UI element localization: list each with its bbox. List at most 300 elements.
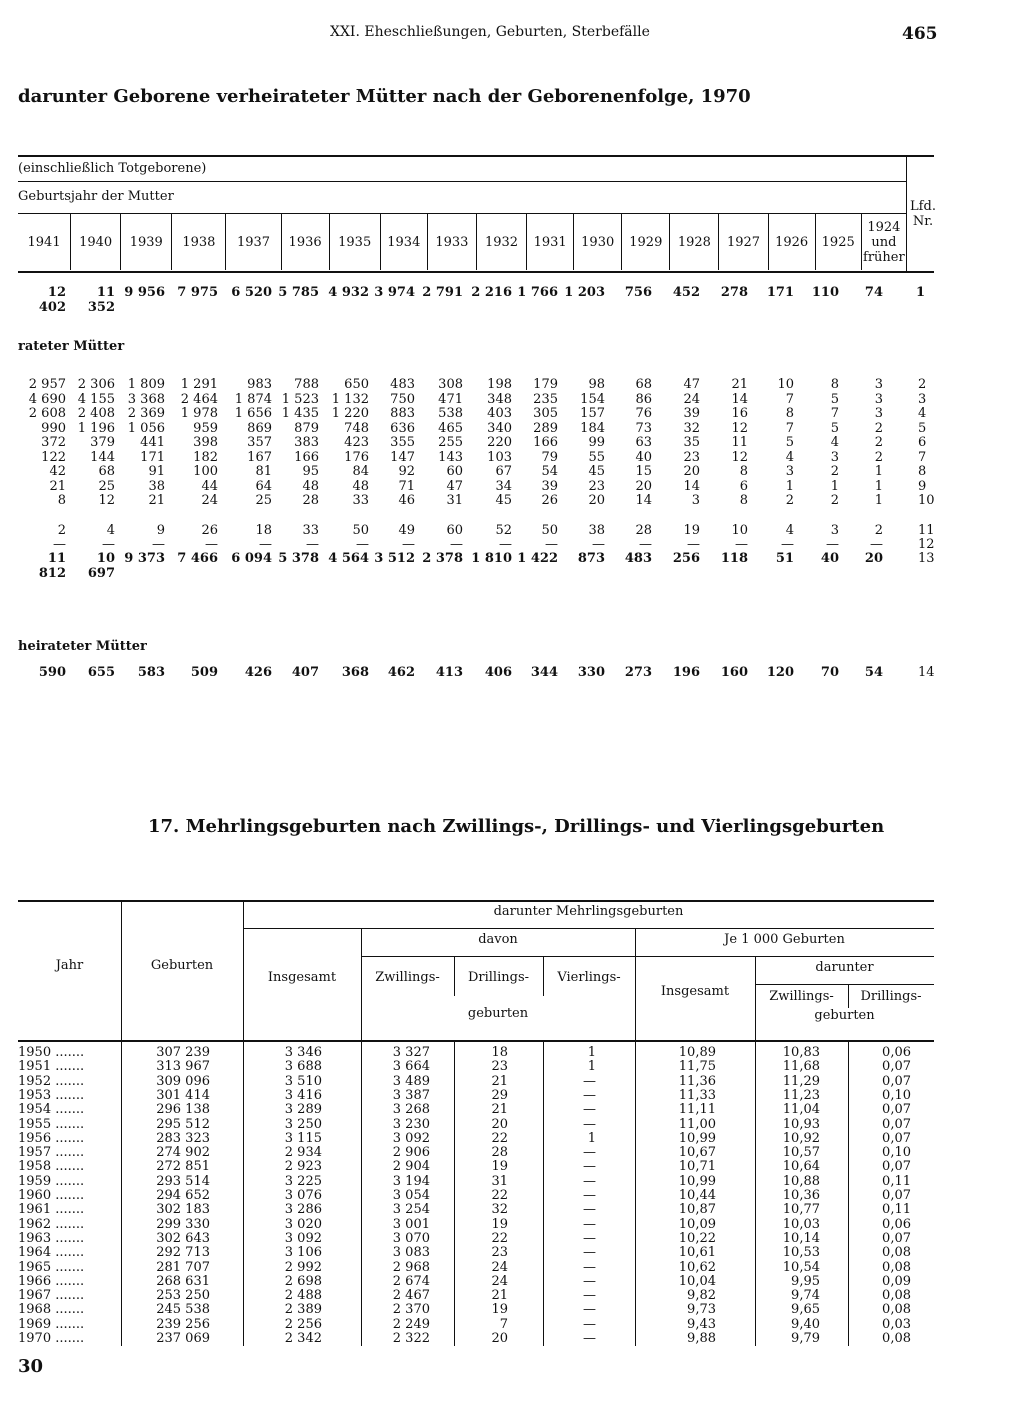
table-cell: 2 968	[392, 1259, 430, 1275]
table-row	[18, 1175, 934, 1189]
head-insgesamt: Insgesamt	[267, 970, 337, 985]
table-cell: 40	[820, 551, 839, 566]
table-cell: 3 268	[392, 1102, 430, 1118]
table-cell: 3	[874, 406, 883, 421]
table-row	[18, 1289, 934, 1303]
table-cell: —	[402, 537, 415, 552]
table-cell: 11,33	[678, 1087, 716, 1103]
table-cell: 2	[57, 523, 66, 538]
table-cell: 1967 .......	[18, 1288, 85, 1304]
table-row	[18, 1246, 934, 1260]
table-row	[18, 1203, 934, 1217]
table-cell: 3 230	[392, 1116, 430, 1132]
table-cell: 79	[541, 449, 558, 465]
table-cell: 11 812	[38, 551, 66, 581]
table-cell: —	[53, 537, 66, 552]
table-cell: 10,54	[782, 1259, 820, 1275]
table-cell: 118	[720, 551, 748, 566]
table-cell: 0,07	[882, 1102, 911, 1118]
lfd-number: 8	[918, 464, 927, 479]
table-cell: 0,08	[882, 1288, 911, 1304]
table-cell: 292 713	[156, 1245, 210, 1261]
table-cell: —	[499, 537, 512, 552]
table-cell: —	[870, 537, 883, 552]
table-cell: 120	[766, 665, 794, 680]
table-cell: 6 094	[231, 551, 272, 566]
table-cell: 1950 .......	[18, 1045, 85, 1060]
table-cell: 2 369	[127, 406, 165, 421]
column-header: 1931	[527, 214, 574, 270]
table-cell: 1952 .......	[18, 1073, 85, 1089]
table-cell: 220	[487, 435, 512, 450]
table-cell: 31	[491, 1173, 508, 1189]
table-cell: 299 330	[156, 1216, 210, 1232]
table-cell: 278	[720, 285, 748, 300]
table-cell: 20	[588, 493, 605, 508]
table-cell: 383	[294, 435, 319, 450]
table-cell: 7 975	[177, 285, 218, 300]
table-cell: 20	[635, 478, 652, 494]
table-cell: 4 932	[328, 285, 369, 300]
column-header: 1929	[622, 214, 670, 270]
table-cell: 3 387	[392, 1087, 430, 1103]
column-header: 1934	[380, 214, 427, 270]
table-cell: 0,07	[882, 1188, 911, 1203]
column-header: 1939	[121, 214, 172, 270]
table-cell: 11,11	[678, 1102, 716, 1118]
table-cell: 6	[739, 478, 748, 494]
lfd-number: 5	[918, 420, 927, 436]
table-cell: 2	[785, 493, 794, 508]
table-cell: 48	[352, 478, 369, 494]
table-cell: 171	[140, 449, 165, 465]
lfd-number: 9	[918, 478, 927, 494]
table-cell: 379	[90, 435, 115, 450]
table-cell: 2 249	[392, 1316, 430, 1332]
table1-row	[18, 537, 906, 552]
table-cell: 283 323	[156, 1130, 210, 1146]
table-cell: 19	[491, 1216, 508, 1232]
head-vierlinge: Vierlings-	[557, 970, 621, 985]
table-cell: 1965 .......	[18, 1259, 85, 1275]
table-cell: —	[583, 1073, 596, 1089]
table-cell: 84	[352, 464, 369, 479]
table-cell: 1 874	[234, 391, 272, 407]
table-cell: 3 083	[392, 1245, 430, 1261]
table-cell: 788	[294, 377, 319, 392]
table-cell: 1	[874, 478, 883, 494]
table-cell: 9,95	[791, 1273, 820, 1289]
table-cell: 1970 .......	[18, 1331, 85, 1346]
table-cell: 67	[495, 464, 512, 479]
table-cell: 4 155	[77, 391, 115, 407]
table-cell: 33	[302, 523, 319, 538]
table-cell: 47	[446, 478, 463, 494]
table-cell: 55	[588, 449, 605, 465]
rule	[755, 984, 934, 985]
table-cell: 0,06	[882, 1216, 911, 1232]
table-cell: 0,07	[882, 1230, 911, 1246]
head-drillinge: Drillings-	[467, 970, 530, 985]
table-cell: 3 688	[284, 1059, 322, 1075]
table-cell: 10,53	[782, 1245, 820, 1261]
table-cell: 368	[341, 665, 369, 680]
table-cell: 344	[530, 665, 558, 680]
table-cell: 73	[635, 420, 652, 436]
table-cell: 143	[438, 449, 463, 465]
table-cell: 302 643	[156, 1230, 210, 1246]
table-cell: 26	[541, 493, 558, 508]
table-cell: 31	[446, 493, 463, 508]
table-cell: 0,11	[882, 1202, 911, 1218]
table-cell: —	[583, 1230, 596, 1246]
table-cell: 538	[438, 406, 463, 421]
table-cell: —	[583, 1116, 596, 1132]
table-row	[18, 1046, 934, 1060]
table-cell: 273	[624, 665, 652, 680]
table-cell: 2 957	[28, 377, 66, 392]
table1-row	[18, 479, 906, 494]
table-cell: 398	[193, 435, 218, 450]
table-cell: —	[205, 537, 218, 552]
table2-title: 17. Mehrlingsgeburten nach Zwillings-, Drillings- und Vierlingsgeburten	[148, 816, 885, 837]
table-cell: 9,79	[791, 1331, 820, 1346]
table-cell: 2	[874, 449, 883, 465]
table-cell: 3 327	[392, 1045, 430, 1060]
table1-row	[18, 421, 906, 436]
footer-number: 30	[18, 1356, 44, 1377]
table-cell: 47	[683, 377, 700, 392]
table-cell: 1961 .......	[18, 1202, 85, 1218]
table-cell: 293 514	[156, 1173, 210, 1189]
table-cell: 330	[577, 665, 605, 680]
table-cell: 21	[49, 478, 66, 494]
table-cell: 465	[438, 420, 463, 436]
table-cell: 21	[731, 377, 748, 392]
table-cell: 54	[864, 665, 883, 680]
table-cell: —	[583, 1102, 596, 1118]
table-row	[18, 1218, 934, 1232]
table-row	[18, 1232, 934, 1246]
table-cell: 1964 .......	[18, 1245, 85, 1261]
table-cell: 1955 .......	[18, 1116, 85, 1132]
table-cell: 19	[683, 523, 700, 538]
table-cell: 2 378	[422, 551, 463, 566]
table-cell: 10,22	[678, 1230, 716, 1246]
table-cell: —	[583, 1245, 596, 1261]
table-cell: —	[583, 1331, 596, 1346]
table-cell: 10,04	[678, 1273, 716, 1289]
table-cell: 40	[635, 449, 652, 465]
lfd-number: 3	[918, 391, 927, 407]
table-cell: 15	[635, 464, 652, 479]
table-cell: —	[687, 537, 700, 552]
table-cell: 3 092	[284, 1230, 322, 1246]
table-cell: 7 466	[177, 551, 218, 566]
table-cell: —	[545, 537, 558, 552]
table-cell: 305	[533, 406, 558, 421]
table-cell: 256	[672, 551, 700, 566]
table-cell: 71	[398, 478, 415, 494]
table-cell: —	[781, 537, 794, 552]
table-cell: 39	[683, 406, 700, 421]
rule	[18, 1040, 934, 1042]
column-header: 1941	[27, 234, 61, 250]
table-cell: 10,89	[678, 1045, 716, 1060]
table-cell: 3	[691, 493, 700, 508]
table-cell: 10	[731, 523, 748, 538]
table-cell: 1 220	[331, 406, 369, 421]
table-cell: —	[583, 1159, 596, 1175]
table-cell: 10,57	[782, 1145, 820, 1161]
head-drillinge2: Drillings-	[860, 989, 922, 1004]
page-number: 465	[902, 24, 938, 44]
table-cell: 98	[588, 377, 605, 392]
table-cell: 1951 .......	[18, 1059, 85, 1075]
table-cell: 54	[541, 464, 558, 479]
table-cell: 24	[683, 391, 700, 407]
table-cell: 33	[352, 493, 369, 508]
table-cell: 2 464	[180, 391, 218, 407]
table-cell: 3	[830, 449, 839, 465]
table-cell: 4	[785, 449, 794, 465]
lfd-1: 1	[916, 285, 926, 300]
table-cell: —	[583, 1273, 596, 1289]
table-cell: 3	[785, 464, 794, 479]
table-cell: 166	[294, 449, 319, 465]
table-cell: —	[583, 1302, 596, 1318]
column-header: 1927	[719, 214, 768, 270]
table-cell: 2 370	[392, 1302, 430, 1318]
table-cell: 64	[255, 478, 272, 494]
table-cell: 166	[533, 435, 558, 450]
table-cell: —	[583, 1259, 596, 1275]
table-cell: 1	[785, 478, 794, 494]
table-cell: 9 956	[124, 285, 165, 300]
table-cell: 50	[541, 523, 558, 538]
table-cell: 2 389	[284, 1302, 322, 1318]
table-cell: 167	[247, 449, 272, 465]
table-cell: 45	[588, 464, 605, 479]
table-cell: 2	[830, 464, 839, 479]
table-cell: 3 092	[392, 1130, 430, 1146]
table-cell: 2 698	[284, 1273, 322, 1289]
table-cell: 39	[541, 478, 558, 494]
table-cell: 3 254	[392, 1202, 430, 1218]
table-cell: 10,67	[678, 1145, 716, 1161]
table-cell: 1	[587, 1130, 596, 1146]
table-cell: 10,93	[782, 1116, 820, 1132]
rule	[906, 155, 907, 271]
table-cell: 1956 .......	[18, 1130, 85, 1146]
table-cell: 1968 .......	[18, 1302, 85, 1318]
table-cell: 355	[390, 435, 415, 450]
table-cell: 92	[398, 464, 415, 479]
table-cell: —	[583, 1188, 596, 1203]
table-cell: 32	[491, 1202, 508, 1218]
table-cell: 0,11	[882, 1173, 911, 1189]
table-cell: —	[583, 1216, 596, 1232]
table-cell: 7	[785, 420, 794, 436]
lfd-number: 12	[918, 537, 935, 552]
table-cell: 1 809	[127, 377, 165, 392]
table-row	[18, 1118, 934, 1132]
table-cell: 1 291	[180, 377, 218, 392]
table-cell: 99	[588, 435, 605, 450]
table-cell: 2 904	[392, 1159, 430, 1175]
head-zwillinge2: Zwillings-	[769, 989, 834, 1004]
table-cell: 3 106	[284, 1245, 322, 1261]
table-cell: 3 076	[284, 1188, 322, 1203]
table-cell: 2 216	[471, 285, 512, 300]
table-cell: 372	[41, 435, 66, 450]
table-cell: 1 203	[564, 285, 605, 300]
table-cell: 7	[785, 391, 794, 407]
table-cell: 245 538	[156, 1302, 210, 1318]
table-cell: 1958 .......	[18, 1159, 85, 1175]
table-cell: 14	[683, 478, 700, 494]
table-cell: 3 001	[392, 1216, 430, 1232]
table-cell: 237 069	[156, 1331, 210, 1346]
table-cell: 74	[864, 285, 883, 300]
table-cell: 483	[390, 377, 415, 392]
table-row	[18, 1332, 934, 1346]
table-cell: 11,36	[678, 1073, 716, 1089]
table-cell: 9,65	[791, 1302, 820, 1318]
table-cell: 44	[201, 478, 218, 494]
head-je1000: Je 1 000 Geburten	[724, 932, 845, 947]
table-cell: 10,83	[782, 1045, 820, 1060]
head-geburten: Geburten	[150, 958, 214, 973]
table-cell: —	[152, 537, 165, 552]
table-cell: 1959 .......	[18, 1173, 85, 1189]
table-cell: 7	[830, 406, 839, 421]
table1-row	[18, 450, 906, 465]
table-cell: 70	[820, 665, 839, 680]
table-cell: 4 564	[328, 551, 369, 566]
table-cell: 2 342	[284, 1331, 322, 1346]
table-cell: 86	[635, 391, 652, 407]
table-cell: 52	[495, 523, 512, 538]
rule	[18, 900, 934, 902]
table-cell: 10,88	[782, 1173, 820, 1189]
table-cell: 3 225	[284, 1173, 322, 1189]
table-cell: —	[356, 537, 369, 552]
table-cell: 11,29	[782, 1073, 820, 1089]
head-darunter: darunter Mehrlingsgeburten	[493, 904, 684, 919]
table-cell: 48	[302, 478, 319, 494]
table-cell: 46	[398, 493, 415, 508]
table-cell: 0,06	[882, 1045, 911, 1060]
table-cell: 3 512	[374, 551, 415, 566]
table-cell: 21	[491, 1073, 508, 1089]
table-cell: 34	[495, 478, 512, 494]
table-cell: 24	[201, 493, 218, 508]
table-cell: 0,07	[882, 1116, 911, 1132]
table-cell: 426	[244, 665, 272, 680]
table-cell: 7	[499, 1316, 508, 1332]
column-header: 1936	[281, 214, 329, 270]
table-cell: 3 020	[284, 1216, 322, 1232]
column-header: 1926	[768, 214, 815, 270]
table-cell: 16	[731, 406, 748, 421]
table1-note: (einschließlich Totgeborene)	[18, 161, 207, 176]
table-row	[18, 1132, 934, 1146]
table-cell: 0,09	[882, 1273, 911, 1289]
table-cell: 45	[495, 493, 512, 508]
table-cell: 10,61	[678, 1245, 716, 1261]
lfd-number: 6	[918, 435, 927, 450]
table1-subhead: Geburtsjahr der Mutter	[18, 189, 174, 204]
table-cell: 3 510	[284, 1073, 322, 1089]
table-cell: 10 697	[87, 551, 115, 581]
table-cell: 239 256	[156, 1316, 210, 1332]
table-cell: 9,82	[687, 1288, 716, 1304]
table-cell: 0,08	[882, 1302, 911, 1318]
table-cell: 2 674	[392, 1273, 430, 1289]
table-cell: —	[259, 537, 272, 552]
table1-row	[18, 464, 906, 479]
table-cell: 10,09	[678, 1216, 716, 1232]
table-cell: 2 467	[392, 1288, 430, 1304]
table-cell: 10,92	[782, 1130, 820, 1146]
table-cell: 20	[491, 1116, 508, 1132]
table-cell: 2 256	[284, 1316, 322, 1332]
table-cell: 756	[624, 285, 652, 300]
table-cell: 1957 .......	[18, 1145, 85, 1161]
table-cell: 91	[148, 464, 165, 479]
lfd-number: 7	[918, 449, 927, 465]
table-cell: 28	[635, 523, 652, 538]
table-cell: 60	[446, 523, 463, 538]
table-cell: 4	[785, 523, 794, 538]
lfd-number: 11	[918, 523, 935, 538]
table-row	[18, 1160, 934, 1174]
table-cell: —	[826, 537, 839, 552]
table-cell: 253 250	[156, 1288, 210, 1304]
table-cell: 873	[577, 551, 605, 566]
column-header: 1935	[329, 214, 380, 270]
table1-row-1	[18, 285, 906, 315]
table1-row	[18, 406, 906, 421]
table-cell: 160	[720, 665, 748, 680]
table-cell: 9,43	[687, 1316, 716, 1332]
table1-header-row	[18, 214, 906, 270]
table-row	[18, 1146, 934, 1160]
table-row	[18, 1060, 934, 1074]
table-cell: 869	[247, 420, 272, 436]
table-cell: 10,14	[782, 1230, 820, 1246]
table-cell: 990	[41, 420, 66, 436]
table-cell: 12	[98, 493, 115, 508]
table-cell: 235	[533, 391, 558, 407]
table-cell: 0,07	[882, 1059, 911, 1075]
table-cell: 2	[874, 435, 883, 450]
table-cell: 309 096	[156, 1073, 210, 1089]
table-cell: 406	[484, 665, 512, 680]
table-cell: 3 054	[392, 1188, 430, 1203]
table-cell: 42	[49, 464, 66, 479]
table-cell: 413	[435, 665, 463, 680]
table-cell: 2 906	[392, 1145, 430, 1161]
table-cell: 12	[731, 420, 748, 436]
table-cell: 18	[255, 523, 272, 538]
table1-row-14	[18, 665, 906, 680]
table-cell: 60	[446, 464, 463, 479]
section-label-3: heirateter Mütter	[18, 639, 147, 654]
table1-row	[18, 523, 906, 538]
head-geburten-suffix2: geburten	[814, 1008, 875, 1023]
